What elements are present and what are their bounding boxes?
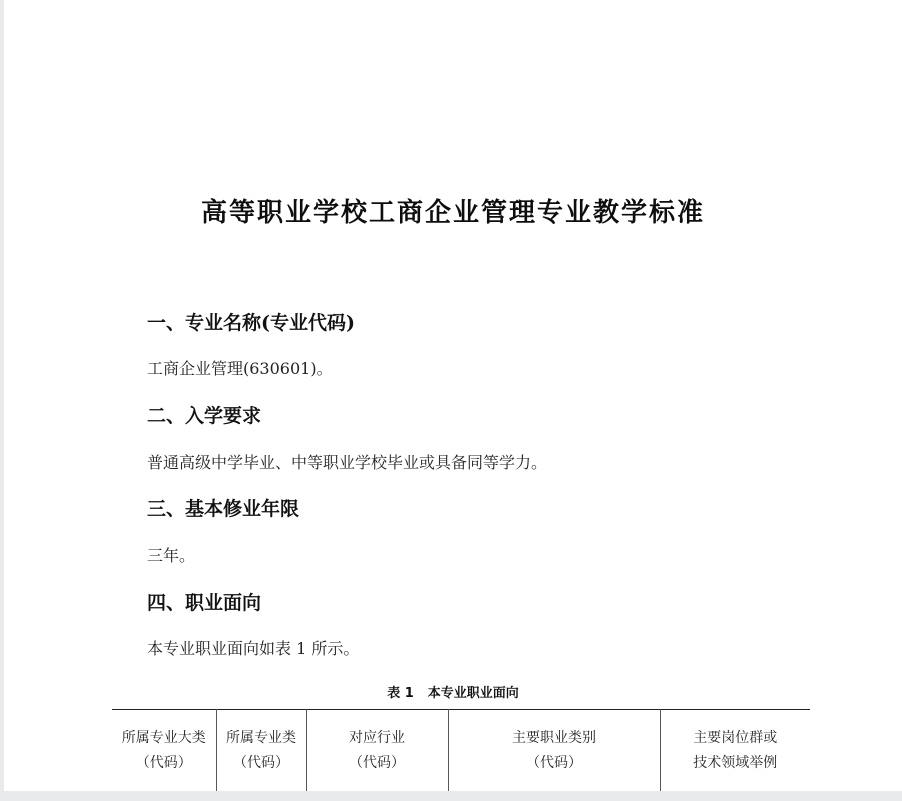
header-line: 技术领域举例 xyxy=(693,755,778,771)
header-line: 主要岗位群或 xyxy=(693,730,778,746)
section-body-major-name: 工商企业管理(630601)。 xyxy=(147,359,333,378)
header-line: （代码） xyxy=(349,755,405,771)
header-line: 所属专业大类 xyxy=(121,730,206,746)
table-caption xyxy=(4,682,902,701)
career-table xyxy=(112,709,810,791)
header-line: （代码） xyxy=(233,755,289,771)
header-line: （代码） xyxy=(135,755,192,771)
table-header-cell xyxy=(448,710,660,792)
header-line: 对应行业 xyxy=(349,730,405,746)
section-heading-major-name: 一、专业名称(专业代码) xyxy=(147,312,355,334)
section-body-duration: 三年。 xyxy=(147,546,196,565)
table-caption-number: 表 1 xyxy=(387,686,414,701)
table-caption-text: 本专业职业面向 xyxy=(427,686,519,701)
document-title: 高等职业学校工商企业管理专业教学标准 xyxy=(200,198,705,228)
table-header-row xyxy=(112,710,810,792)
header-line: 主要职业类别 xyxy=(512,730,596,746)
section-heading-duration: 三、基本修业年限 xyxy=(147,498,300,520)
header-line: 所属专业类 xyxy=(226,730,296,746)
table-header-cell xyxy=(660,710,810,792)
document-page xyxy=(4,0,902,791)
section-heading-admission: 二、入学要求 xyxy=(147,405,262,427)
table-header-cell xyxy=(112,710,216,792)
header-line: （代码） xyxy=(526,755,582,771)
table-header-cell xyxy=(216,710,306,792)
section-body-career: 本专业职业面向如表 1 所示。 xyxy=(147,639,360,658)
section-body-admission: 普通高级中学毕业、中等职业学校毕业或具备同等学力。 xyxy=(147,453,548,472)
section-heading-career: 四、职业面向 xyxy=(147,592,262,614)
table-header-cell xyxy=(306,710,448,792)
